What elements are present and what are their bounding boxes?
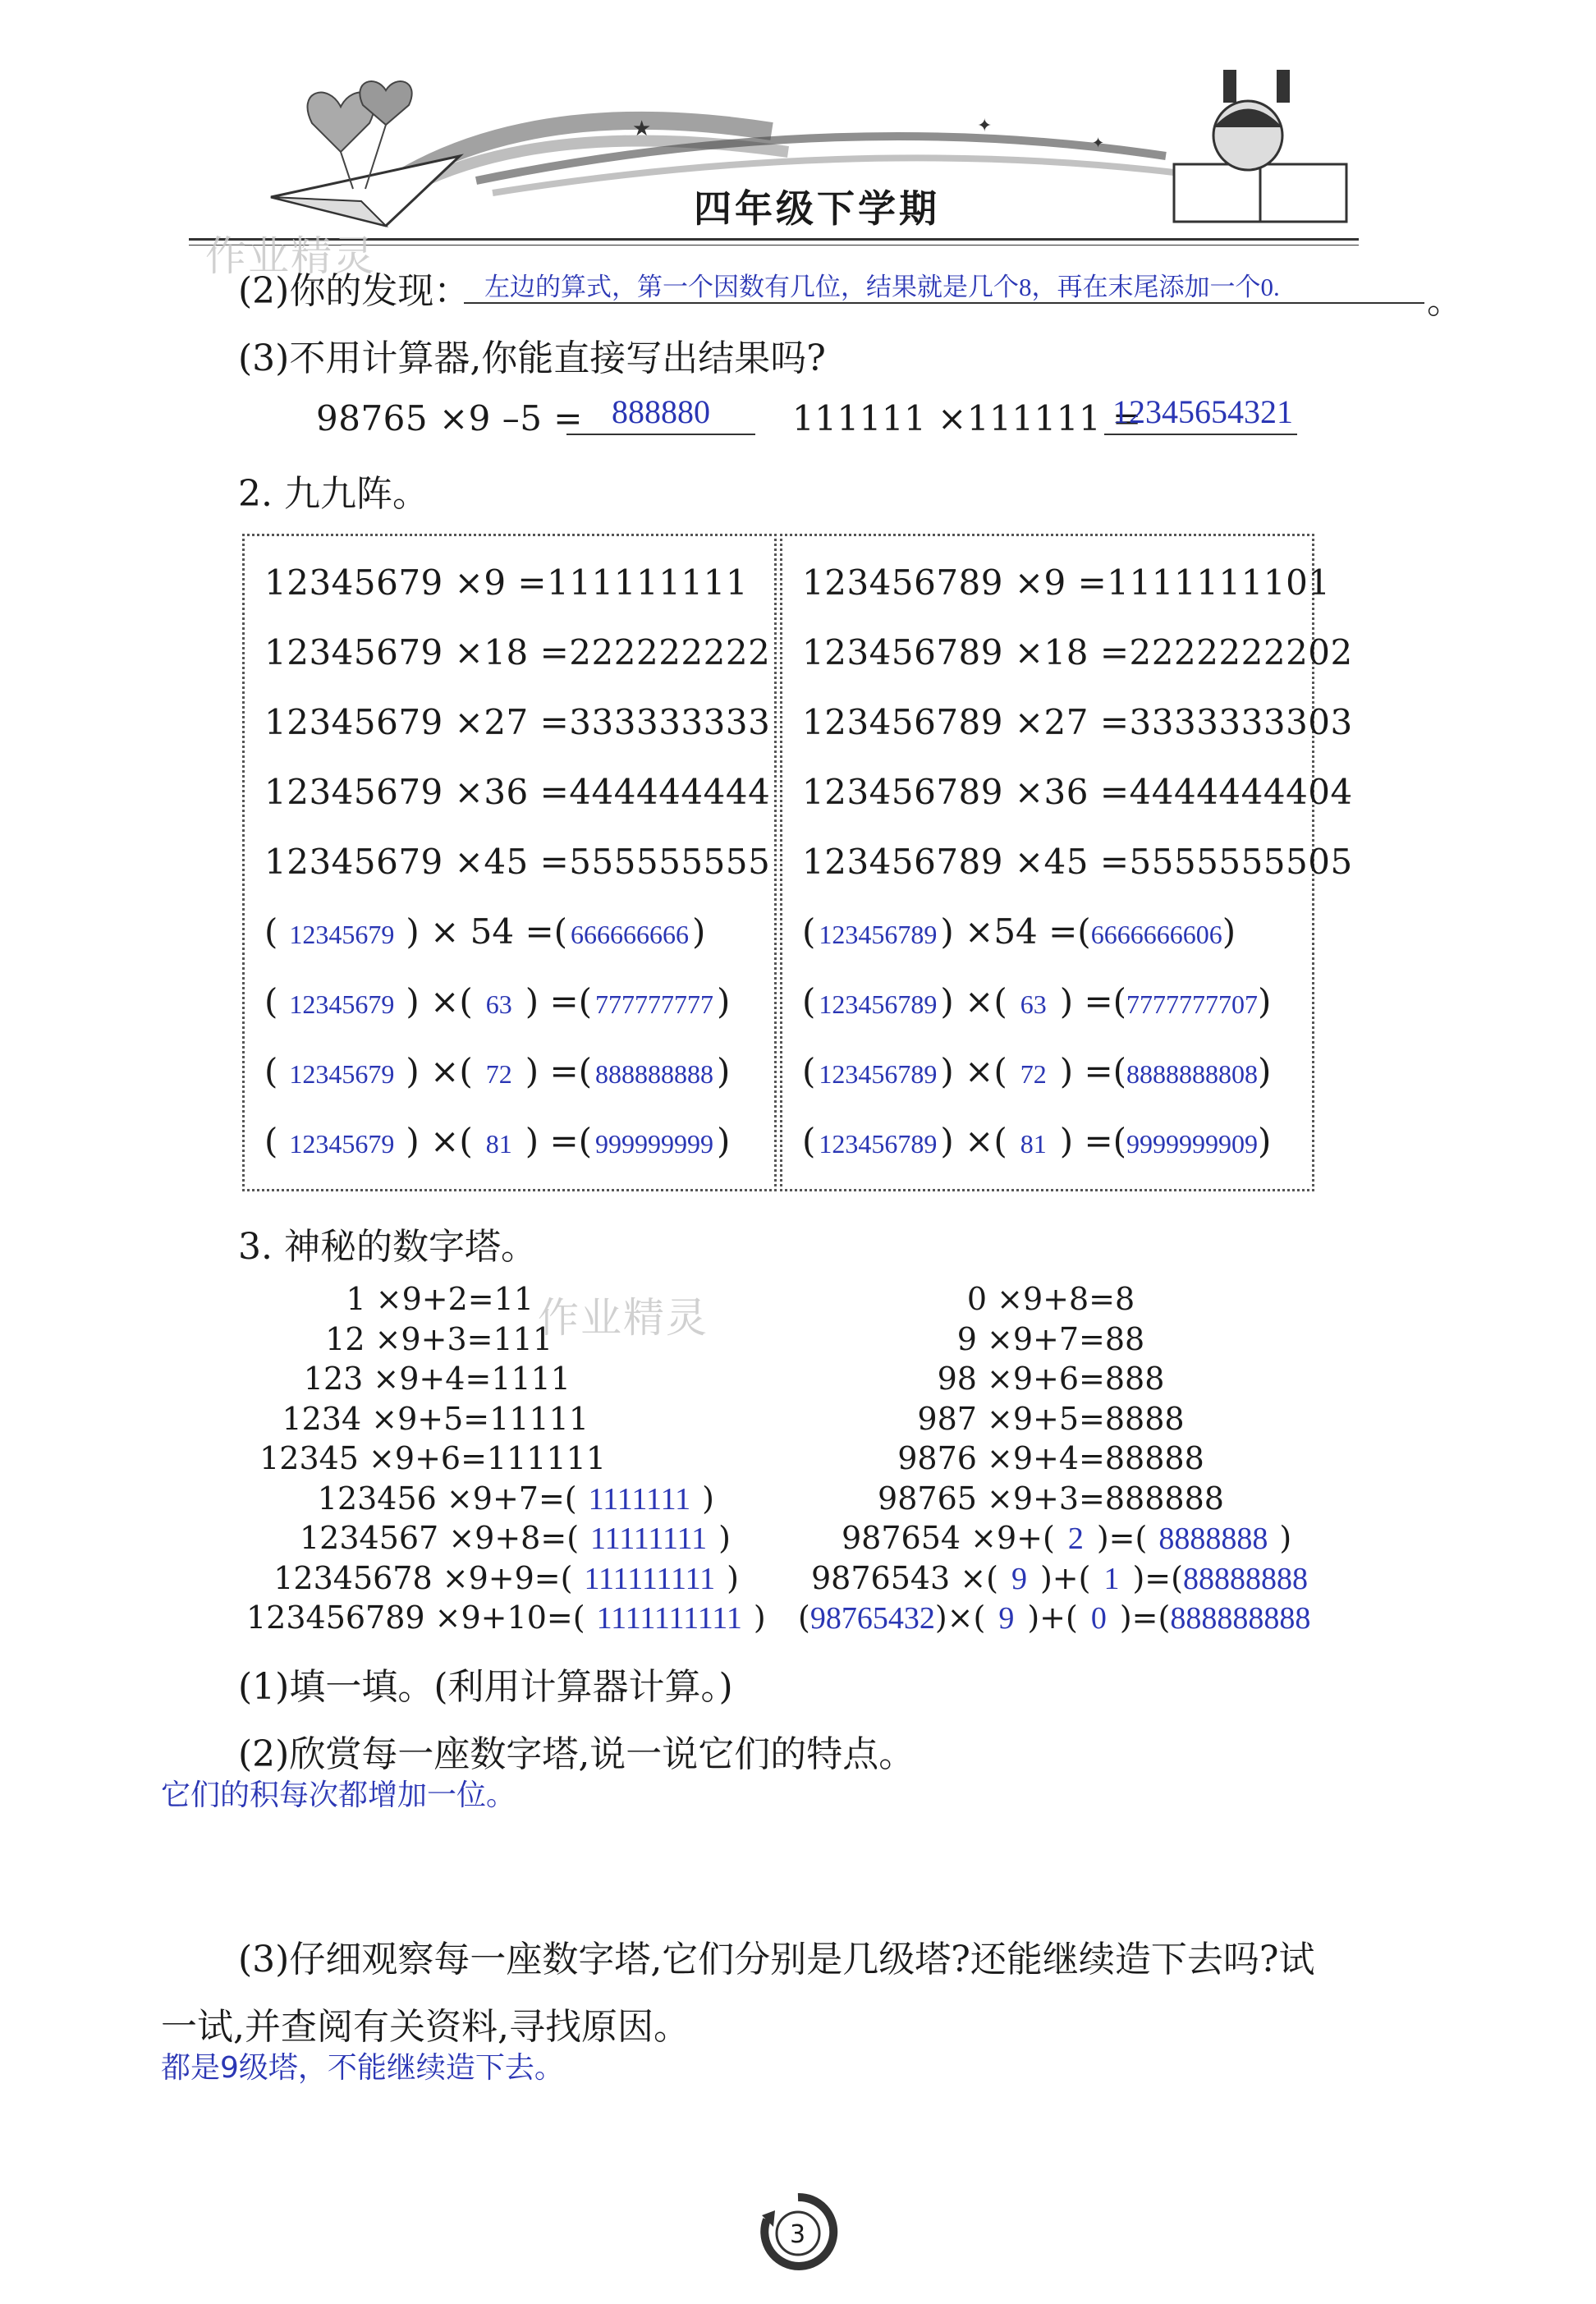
- fill-row: ( 123456789) ×( 81 ) =(9999999909): [802, 1121, 1272, 1161]
- fill-b: 63: [485, 989, 512, 1019]
- fill-a: 123456789: [819, 989, 938, 1019]
- matrix-left-row: 12345679 ×45 =555555555: [264, 842, 771, 882]
- section3-title: 3. 神秘的数字塔。: [238, 1226, 537, 1268]
- section3-q1: (1)填一填。(利用计算器计算。): [238, 1666, 733, 1708]
- tower2-row: (98765432)×( 9 )+( 0 )=(888888888: [798, 1599, 1311, 1636]
- tower1: [246, 1279, 766, 1638]
- fill-c: 8888888808: [1126, 1059, 1259, 1089]
- tower2-ans: 0: [1090, 1601, 1107, 1636]
- matrix-left-row: 12345679 ×27 =333333333: [264, 702, 771, 742]
- tower2-ans: 888888888: [1170, 1601, 1311, 1636]
- tower2-row: 987 ×9+5=8888: [917, 1400, 1185, 1437]
- section3-q3-answer: 都是9级塔，不能继续造下去。: [161, 2051, 564, 2085]
- matrix-right-row: 123456789 ×27 =3333333303: [802, 702, 1353, 742]
- section3-q3-line1: (3)仔细观察每一座数字塔,它们分别是几级塔?还能继续造下去吗?试: [238, 1939, 1315, 1980]
- matrix-right: [802, 562, 1353, 911]
- fill-c: 7777777707: [1126, 989, 1259, 1019]
- fill-b: 63: [1020, 989, 1047, 1019]
- fill-row: ( 123456789) ×54 =(6666666606): [802, 911, 1236, 952]
- fill-a: 123456789: [819, 1059, 938, 1089]
- matrix-left: [264, 562, 770, 911]
- section3-q2-answer: 它们的积每次都增加一位。: [161, 1778, 516, 1812]
- fill-c: 888888888: [595, 1059, 714, 1089]
- q3-ans1: 888880: [612, 393, 710, 430]
- page-number: 3: [790, 2220, 806, 2249]
- fill-row: ( 123456789) ×( 72 ) =(8888888808): [802, 1051, 1272, 1091]
- watermark-top: 作业精灵: [205, 232, 376, 280]
- fill-row: ( 12345679 ) ×( 81 ) =( 999999999): [264, 1121, 731, 1161]
- tower1-row: 1234567 ×9+8=( 11111111 ): [300, 1520, 731, 1556]
- q3-expr1: 98765 ×9 –5 =: [316, 398, 583, 438]
- tower1-ans: 111111111: [584, 1561, 716, 1596]
- tower2-ans: 9: [1011, 1561, 1027, 1596]
- tower1-row: 12345678 ×9+9=( 111111111 ): [273, 1559, 739, 1596]
- fill-a: 123456789: [819, 920, 938, 949]
- fill-a: 12345679: [289, 920, 395, 949]
- matrix-right-row: 123456789 ×18 =2222222202: [802, 632, 1353, 672]
- fill-a: 12345679: [289, 1059, 395, 1089]
- tower2-ans: 2: [1067, 1521, 1084, 1556]
- fill-c: 9999999909: [1126, 1129, 1259, 1159]
- tower2-row: 987654 ×9+( 2 )=( 8888888 ): [842, 1520, 1292, 1556]
- watermark-mid: 作业精灵: [538, 1294, 709, 1342]
- tower1-row: 1 ×9+2=11: [346, 1281, 534, 1317]
- fill-row: ( 123456789) ×( 63 ) =(7777777707): [802, 981, 1272, 1021]
- tower2: [788, 1279, 1311, 1638]
- svg-text:✦: ✦: [1092, 135, 1105, 152]
- section2-title: 2. 九九阵。: [238, 473, 429, 515]
- section3-q3-line2: 一试,并查阅有关资料,寻找原因。: [161, 2006, 690, 2048]
- fill-c: 777777777: [595, 989, 714, 1019]
- tower2-row: 9876 ×9+4=88888: [897, 1440, 1204, 1476]
- tower1-row: 123 ×9+4=1111: [303, 1361, 571, 1397]
- tower1-row: 1234 ×9+5=11111: [282, 1400, 589, 1437]
- fill-b: 81: [1020, 1129, 1047, 1159]
- matrix-right-fill: [802, 911, 1271, 1191]
- q2-answer: 左边的算式，第一个因数有几位，结果就是几个8，再在末尾添加一个0.: [484, 273, 1280, 301]
- q3-ans2-line: [1104, 434, 1297, 435]
- fill-c: 6666666606: [1090, 920, 1222, 949]
- matrix-right-row: 123456789 ×9 =1111111101: [802, 562, 1331, 603]
- q3-ans2: 12345654321: [1112, 393, 1293, 430]
- fill-row: ( 12345679 ) × 54 =( 666666666): [264, 911, 706, 952]
- matrix-left-row: 12345679 ×9 =111111111: [264, 562, 749, 603]
- tower1-ans: 1111111: [588, 1481, 691, 1517]
- fill-c: 999999999: [595, 1129, 714, 1159]
- tower2-row: 9 ×9+7=88: [956, 1320, 1145, 1357]
- fill-b: 72: [485, 1059, 512, 1089]
- fill-b: 72: [1020, 1059, 1047, 1089]
- svg-text:✦: ✦: [977, 116, 993, 136]
- tower2-row: 9876543 ×( 9 )+( 1 )=(88888888: [811, 1559, 1308, 1596]
- tower1-row: 12345 ×9+6=111111: [259, 1440, 606, 1476]
- matrix-left-row: 12345679 ×36 =444444444: [264, 772, 771, 812]
- svg-text:★: ★: [632, 117, 652, 141]
- tower2-ans: 8888888: [1158, 1521, 1268, 1556]
- matrix-left-row: 12345679 ×18 =222222222: [264, 632, 771, 672]
- q3-label: (3)不用计算器,你能直接写出结果吗?: [238, 337, 826, 379]
- matrix-right-row: 123456789 ×45 =5555555505: [802, 842, 1353, 882]
- fill-a: 12345679: [289, 989, 395, 1019]
- q2-period: 。: [1427, 280, 1463, 322]
- tower2-row: 98 ×9+6=888: [937, 1361, 1165, 1397]
- tower1-row: 123456 ×9+7=( 1111111 ): [317, 1480, 714, 1517]
- tower2-row: 98765 ×9+3=888888: [878, 1480, 1224, 1517]
- tower1-row: 123456789 ×9+10=( 1111111111 ): [246, 1599, 766, 1636]
- tower2-ans: 1: [1103, 1561, 1120, 1596]
- tower1-ans: 11111111: [590, 1521, 708, 1556]
- tower1-ans: 1111111111: [596, 1601, 742, 1636]
- fill-b: 81: [485, 1129, 512, 1159]
- tower2-ans: 98765432: [809, 1601, 935, 1636]
- q3-expr2: 111111 ×111111 =: [792, 398, 1142, 438]
- matrix-left-fill: [264, 911, 730, 1191]
- fill-a: 12345679: [289, 1129, 395, 1159]
- fill-c: 666666666: [571, 920, 690, 949]
- q3-ans1-line: [566, 434, 755, 435]
- section3-q2: (2)欣赏每一座数字塔,说一说它们的特点。: [238, 1733, 915, 1775]
- tower1-row: 12 ×9+3=111: [325, 1320, 553, 1357]
- fill-a: 123456789: [819, 1129, 938, 1159]
- page-title: 四年级下学期: [694, 186, 940, 231]
- tower2-ans: 88888888: [1182, 1561, 1308, 1596]
- fill-row: ( 12345679 ) ×( 72 ) =( 888888888): [264, 1051, 731, 1091]
- q2-label: (2)你的发现：: [238, 270, 470, 312]
- tower2-ans: 9: [998, 1601, 1015, 1636]
- q2-underline: [464, 302, 1424, 304]
- fill-row: ( 12345679 ) ×( 63 ) =( 777777777): [264, 981, 731, 1021]
- tower2-row: 0 ×9+8=8: [966, 1281, 1135, 1317]
- matrix-right-row: 123456789 ×36 =4444444404: [802, 772, 1353, 812]
